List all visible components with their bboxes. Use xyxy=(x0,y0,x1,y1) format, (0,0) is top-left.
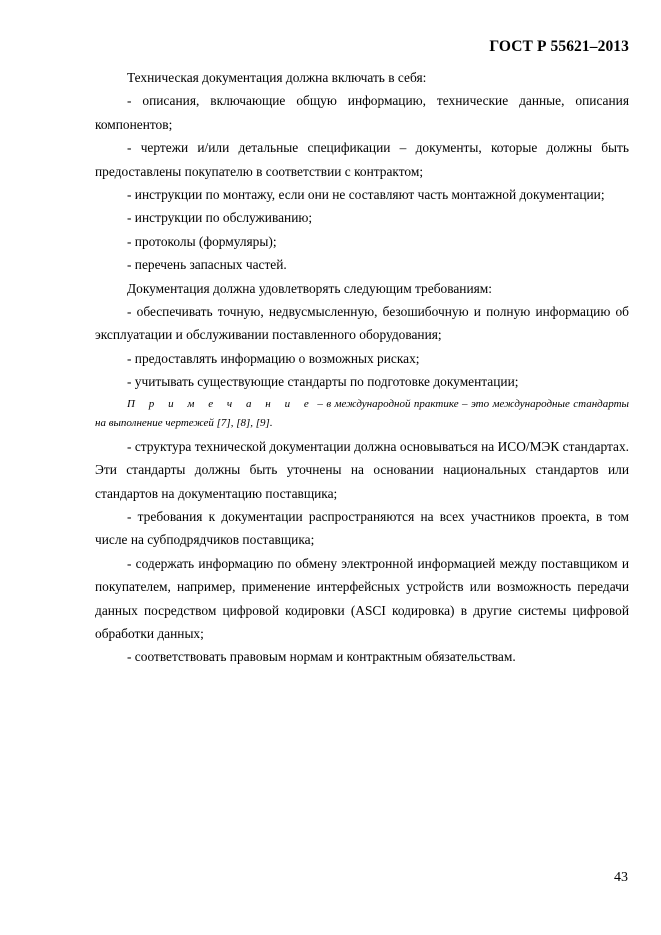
requirement-electronic-exchange: - содержать информацию по обмену электронной информацией между поставщиком и покупателем, например, применение интерфейсных устройств или возможность передачи данных посредством цифровой кодировки (ASCI кодировка) в другие системы цифровой обработки данных; xyxy=(95,555,629,641)
paragraph-requirements: Документация должна удовлетворять следующим требованиям: xyxy=(127,280,492,296)
list-item-descriptions: - описания, включающие общую информацию, технические данные, описания компонентов; xyxy=(95,93,629,132)
requirement-accurate-info: - обеспечивать точную, недвусмысленную, безошибочную и полную информацию об эксплуатации и обслуживании поставленного оборудования; xyxy=(95,304,629,343)
list-item-protocols: - протоколы (формуляры); xyxy=(127,233,277,249)
list-item-drawings: - чертежи и/или детальные спецификации – документы, которые должны быть предоставлены покупателю в соответствии с контрактом; xyxy=(95,140,629,179)
note-label: П р и м е ч а н и е xyxy=(127,397,314,410)
paragraph-intro: Техническая документация должна включать в себя: xyxy=(127,70,427,85)
requirement-subcontractors: - требования к документации распространяются на всех участников проекта, в том числе на субподрядчиков поставщика; xyxy=(95,508,629,548)
requirement-iso-structure: - структура технической документации должна основываться на ИСО/МЭК стандартах. Эти стандарты должны быть уточнены на основании национальных стандартов или стандартов на документацию поставщика; xyxy=(95,438,629,501)
requirement-risks: - предоставлять информацию о возможных рисках; xyxy=(127,350,420,366)
requirement-standards: - учитывать существующие стандарты по подготовке документации; xyxy=(127,374,519,390)
note xyxy=(95,395,629,434)
list-item-installation: - инструкции по монтажу, если они не составляют часть монтажной документации; xyxy=(127,187,605,203)
note-text: – в международной практике – это международные стандарты на выполнение чертежей [7], [8], [9]. xyxy=(95,397,629,430)
document-body xyxy=(95,66,629,669)
standard-header: ГОСТ Р 55621–2013 xyxy=(489,38,629,55)
requirement-legal: - соответствовать правовым нормам и контрактным обязательствам. xyxy=(127,649,516,665)
list-item-spare-parts: - перечень запасных частей. xyxy=(127,257,287,273)
list-item-maintenance: - инструкции по обслуживанию; xyxy=(127,210,313,226)
page-number: 43 xyxy=(614,870,628,885)
